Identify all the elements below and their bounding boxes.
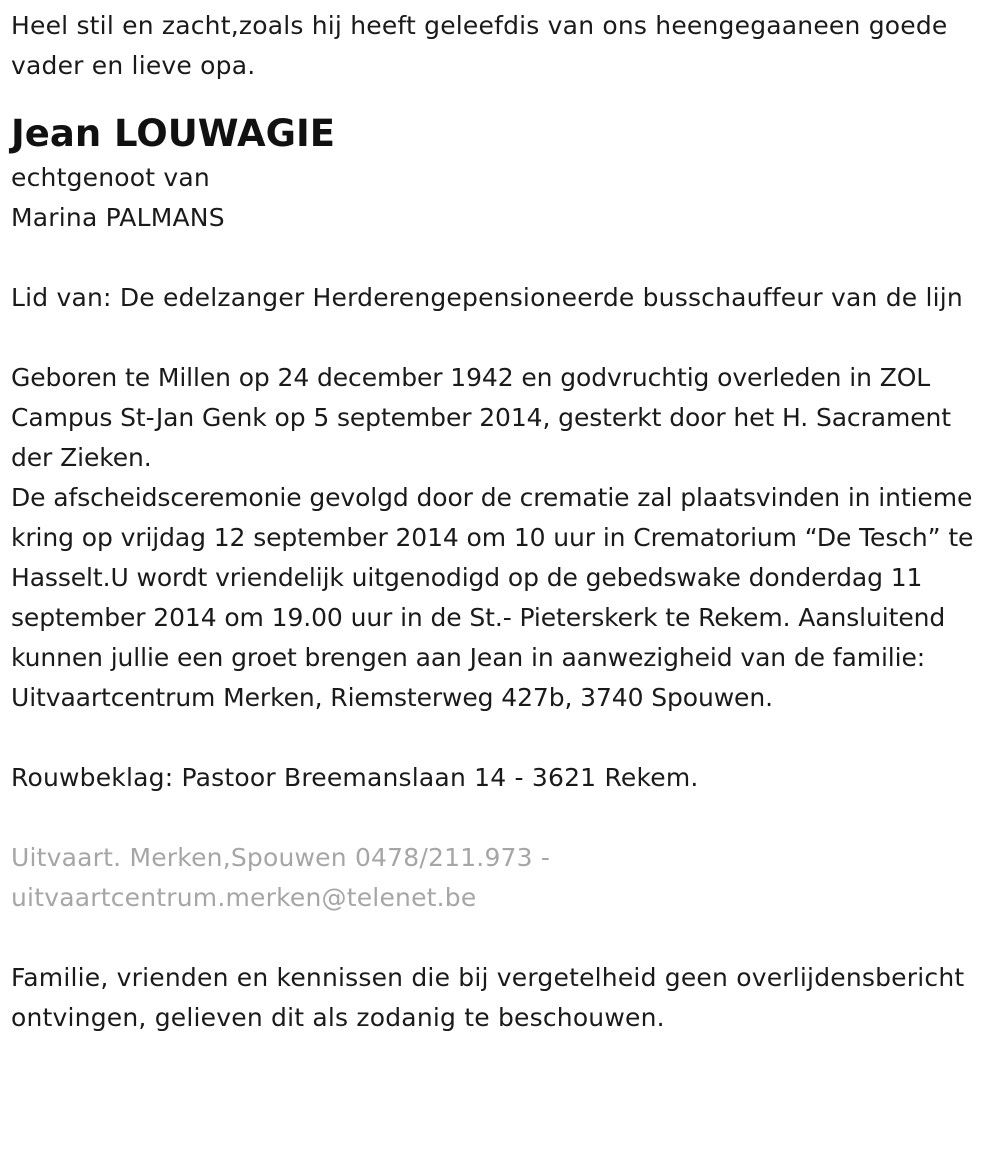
spacer [11,798,996,838]
intro-text: Heel stil en zacht,zoals hij heeft geleefdis van ons heengegaaneen goede vader en lieve opa. [11,11,956,80]
spacer [11,238,996,278]
membership-text: Lid van: De edelzanger Herderengepensioneerde busschauffeur van de lijn [11,283,963,312]
closing-text: Familie, vrienden en kennissen die bij vergetelheid geen overlijdensbericht ontvingen, gelieven dit als zodanig te beschouwen. [11,963,973,1032]
condolences-text: Rouwbeklag: Pastoor Breemanslaan 14 - 3621 Rekem. [11,763,699,792]
deceased-name: Jean LOUWAGIE [11,112,336,155]
spacer [11,318,996,358]
relation-text: echtgenoot van [11,163,210,192]
spouse-name: Marina PALMANS [11,203,225,232]
spacer [11,918,996,958]
funeral-home-line1: Uitvaart. Merken,Spouwen 0478/211.973 - [11,843,551,872]
ceremony-text: De afscheidsceremonie gevolgd door de crematie zal plaatsvinden in intieme kring op vrijdag 12 september 2014 om 10 uur in Crematorium “De Tesch” te Hasselt.U wordt vriendelijk uitgenodigd op de gebedswake donderdag 11 september 2014 om 19.00 uur in de St.- Pieterskerk te Rekem. Aansluitend kunnen jullie een groet brengen aan Jean in aanwezigheid van de familie: Uitvaartcentrum Merken, Riemsterweg 427b, 3740 Spouwen. [11,483,982,712]
funeral-home-email: uitvaartcentrum.merken@telenet.be [11,883,477,912]
birth-death-text: Geboren te Millen op 24 december 1942 en godvruchtig overleden in ZOL Campus St-Jan Genk op 5 september 2014, gesterkt door het H. Sacrament der Zieken. [11,363,959,472]
obituary-document [11,6,996,1038]
spacer [11,718,996,758]
